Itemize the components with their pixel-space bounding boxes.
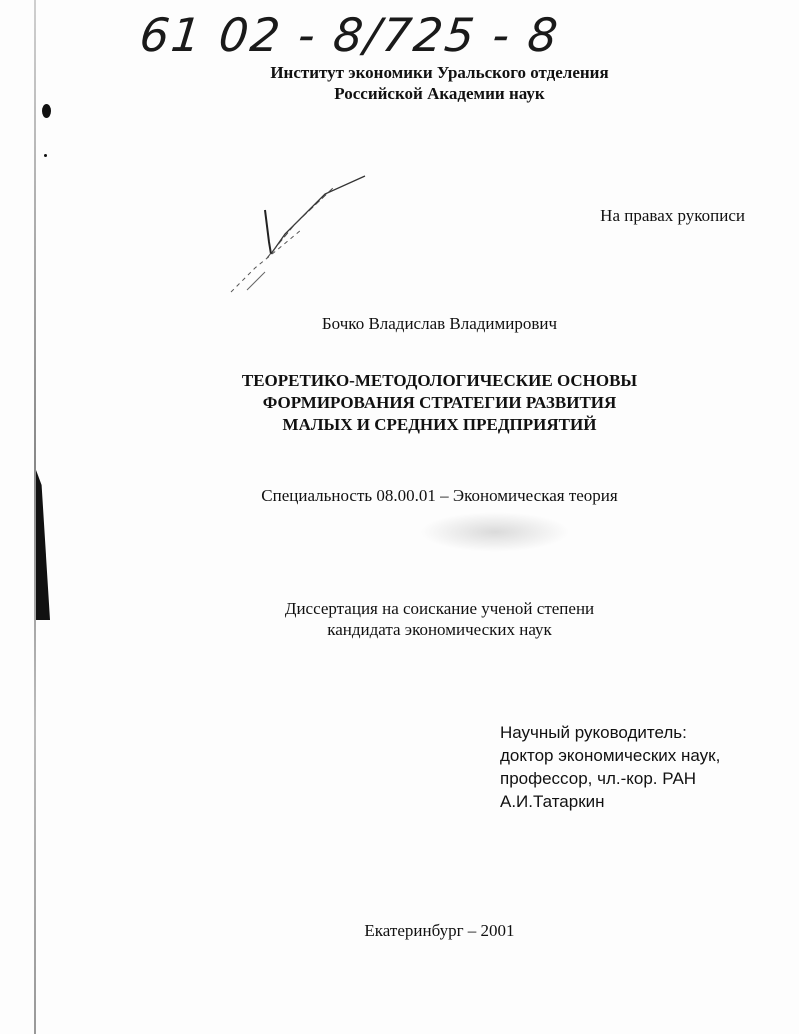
author-name: Бочко Владислав Владимирович [321,314,558,333]
signature [225,172,375,307]
supervisor-label: Научный руководитель: [500,723,687,742]
stamp-smudge [420,512,570,552]
archive-number-handwritten: 61 02 - 8/725 - 8 [137,8,563,62]
scan-ink-spot [42,104,51,118]
degree-line-1: Диссертация на соискание ученой степени [284,599,595,618]
degree-statement [40,598,799,640]
scan-margin-line [34,0,36,1034]
supervisor-position: профессор, чл.-кор. РАН [500,769,697,788]
supervisor-name: А.И.Татаркин [500,792,605,811]
title-line-3: МАЛЫХ И СРЕДНИХ ПРЕДПРИЯТИЙ [282,415,597,434]
supervisor-degree: доктор экономических наук, [500,746,721,765]
title-line-2: ФОРМИРОВАНИЯ СТРАТЕГИИ РАЗВИТИЯ [262,393,617,412]
institute-heading [40,62,799,104]
title-line-1: ТЕОРЕТИКО-МЕТОДОЛОГИЧЕСКИЕ ОСНОВЫ [241,371,638,390]
institute-line-2: Российской Академии наук [334,84,545,103]
rights-note: На правах рукописи [600,206,745,225]
institute-line-1: Институт экономики Уральского отделения [270,63,609,82]
dissertation-title [40,370,799,436]
degree-line-2: кандидата экономических наук [327,620,552,639]
city-year: Екатеринбург – 2001 [364,921,515,940]
signature-drawing [225,172,375,302]
specialty: Специальность 08.00.01 – Экономическая теория [261,486,618,505]
scan-speck [44,154,47,157]
supervisor-block [500,721,720,813]
